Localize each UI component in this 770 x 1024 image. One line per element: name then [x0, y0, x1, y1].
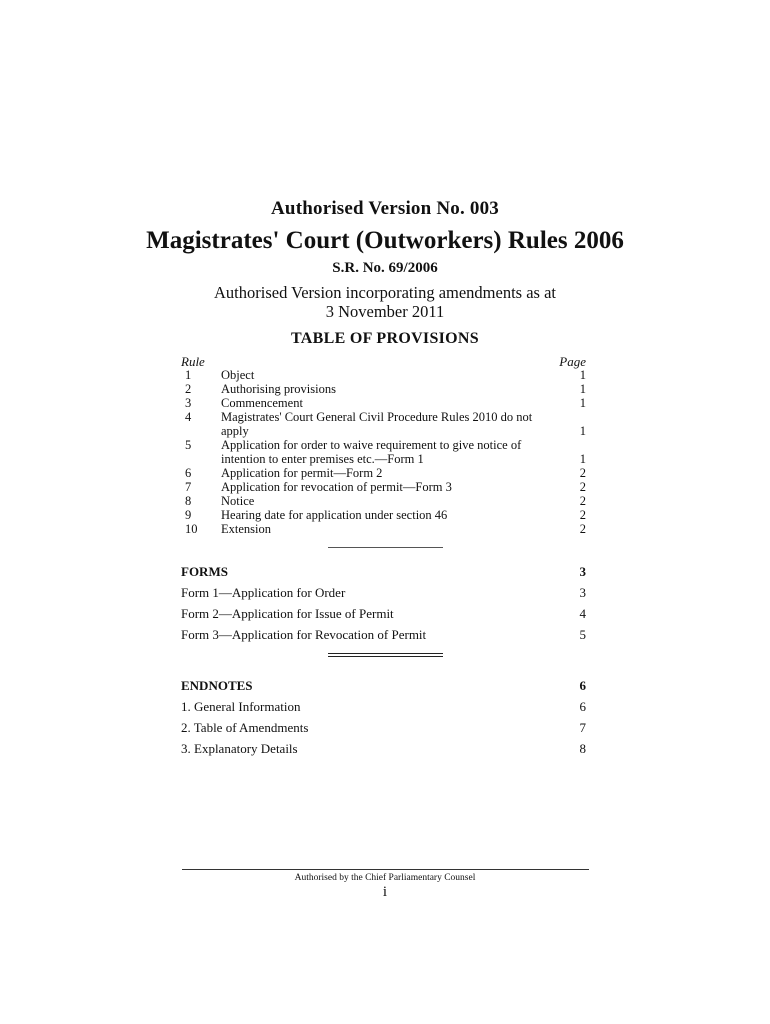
forms-heading-page: 3	[579, 564, 586, 579]
page-number: 4	[579, 606, 586, 621]
endnote-title: 2. Table of Amendments	[181, 720, 309, 735]
page-number: 2	[579, 508, 586, 522]
page-number: 2	[579, 494, 586, 508]
rule-title: Magistrates' Court General Civil Procedure Rules 2010 do not apply	[221, 410, 533, 438]
toc-entry[interactable]	[181, 494, 586, 508]
rule-column-heading: Rule	[181, 354, 205, 369]
toc-entry[interactable]	[181, 368, 586, 382]
rule-number: 9	[185, 508, 192, 522]
page-number: 3	[579, 585, 586, 600]
rule-number: 3	[185, 396, 192, 410]
endnotes-heading-page: 6	[579, 678, 586, 693]
rule-number: 6	[185, 466, 192, 480]
rule-number: 2	[185, 382, 192, 396]
page-number: 1	[579, 382, 586, 396]
footer-page-number: i	[382, 884, 388, 900]
page-number: 2	[579, 480, 586, 494]
rule-number: 7	[185, 480, 192, 494]
rule-title: Object	[221, 368, 255, 382]
double-divider	[328, 653, 443, 657]
rule-title: Authorising provisions	[221, 382, 336, 396]
rule-number: 8	[185, 494, 192, 508]
rule-number: 10	[185, 522, 198, 536]
section-divider	[328, 547, 443, 548]
amendments-note-line1: Authorised Version incorporating amendments as at	[214, 283, 556, 302]
endnote-entry[interactable]	[181, 699, 586, 715]
endnote-entry[interactable]	[181, 720, 586, 736]
form-title: Form 2—Application for Issue of Permit	[181, 606, 394, 621]
version-title: Authorised Version No. 003	[271, 198, 499, 219]
form-title: Form 1—Application for Order	[181, 585, 346, 600]
page-number: 1	[579, 452, 586, 466]
page-number: 1	[579, 424, 586, 438]
rule-title: Extension	[221, 522, 271, 536]
form-entry[interactable]	[181, 585, 586, 601]
form-entry[interactable]	[181, 627, 586, 643]
document-title: Magistrates' Court (Outworkers) Rules 2006	[146, 227, 624, 254]
toc-entry[interactable]	[181, 466, 586, 480]
page-number: 8	[579, 741, 586, 756]
page-number: 7	[579, 720, 586, 735]
endnote-title: 1. General Information	[181, 699, 301, 714]
toc-entry[interactable]	[181, 508, 586, 522]
endnotes-heading: ENDNOTES	[181, 678, 253, 693]
rule-title: Application for revocation of permit—Form 3	[221, 480, 452, 494]
page-number: 2	[579, 466, 586, 480]
rule-number: 4	[185, 410, 192, 424]
rule-number: 1	[185, 368, 192, 382]
forms-heading-row[interactable]	[181, 564, 586, 580]
page-number: 2	[579, 522, 586, 536]
endnotes-heading-row[interactable]	[181, 678, 586, 694]
toc-entry[interactable]	[181, 396, 586, 410]
page-number: 5	[579, 627, 586, 642]
rule-title: Application for permit—Form 2	[221, 466, 383, 480]
form-entry[interactable]	[181, 606, 586, 622]
rule-title: Hearing date for application under section 46	[221, 508, 448, 522]
amendments-note-line2: 3 November 2011	[325, 302, 445, 321]
page-number: 6	[579, 699, 586, 714]
page-column-heading: Page	[559, 354, 586, 369]
page-number: 1	[579, 368, 586, 382]
toc-entry[interactable]	[181, 382, 586, 396]
rule-number: 5	[185, 438, 192, 452]
endnote-title: 3. Explanatory Details	[181, 741, 298, 756]
toc-entry[interactable]	[181, 410, 586, 438]
statutory-rule-number: S.R. No. 69/2006	[332, 260, 438, 276]
provisions-list	[181, 368, 586, 536]
forms-heading: FORMS	[181, 564, 228, 579]
endnote-entry[interactable]	[181, 741, 586, 757]
footer-divider	[182, 869, 589, 870]
footer-authorisation: Authorised by the Chief Parliamentary Counsel	[294, 873, 476, 883]
rule-title: Commencement	[221, 396, 303, 410]
toc-entry[interactable]	[181, 522, 586, 536]
form-title: Form 3—Application for Revocation of Permit	[181, 627, 427, 642]
toc-entry[interactable]	[181, 480, 586, 494]
toc-heading: TABLE OF PROVISIONS	[291, 330, 479, 347]
toc-entry[interactable]	[181, 438, 586, 466]
page-number: 1	[579, 396, 586, 410]
rule-title: Notice	[221, 494, 255, 508]
rule-title: Application for order to waive requirement to give notice of intention to enter premises etc.—Form 1	[221, 438, 522, 466]
